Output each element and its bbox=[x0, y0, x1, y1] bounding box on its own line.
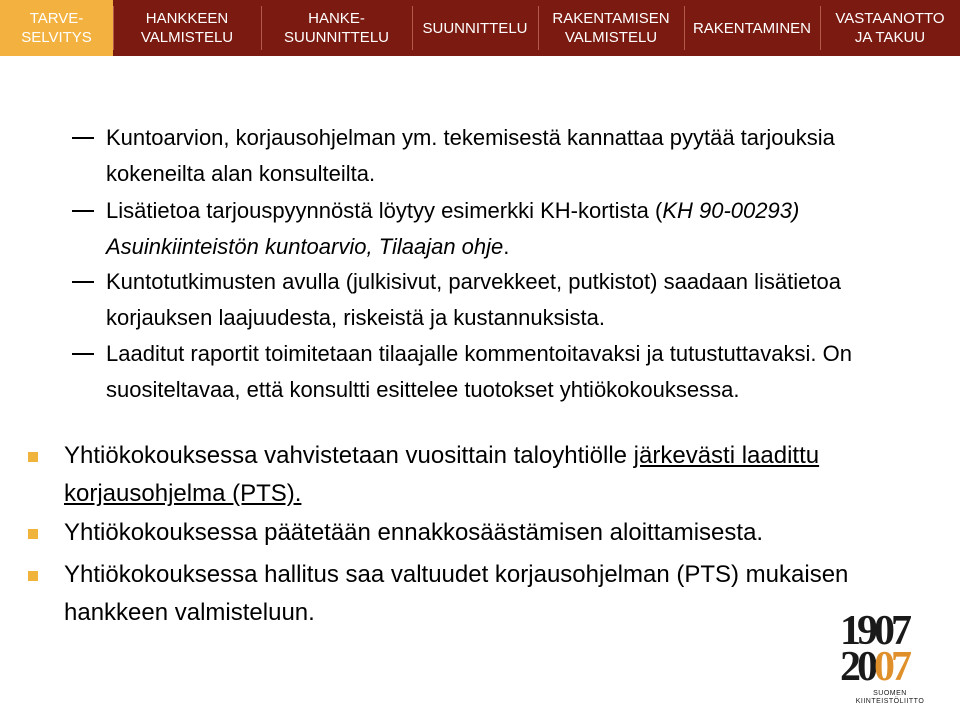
logo-year-1907: 1907 bbox=[840, 608, 908, 654]
logo-year-part: 07 bbox=[874, 644, 908, 690]
dash-bullet-icon bbox=[72, 353, 94, 355]
tab-tarveselvitys[interactable] bbox=[0, 0, 113, 56]
tab-vastaanotto-ja-takuu[interactable] bbox=[820, 0, 960, 56]
tab-label: VASTAANOTTO JA TAKUU bbox=[835, 10, 945, 46]
list-item-text bbox=[106, 193, 912, 265]
square-bullet-icon bbox=[28, 452, 38, 462]
tab-suunnittelu[interactable] bbox=[412, 0, 538, 56]
logo-caption: KIINTEISTÖLIITTO bbox=[855, 698, 925, 705]
list-item-text bbox=[64, 437, 920, 513]
dash-bullet-icon bbox=[72, 281, 94, 283]
list-item-text-part: Yhtiökokouksessa vahvistetaan vuosittain taloyhtiölle bbox=[64, 442, 634, 469]
list-item-text: Kuntotutkimusten avulla (julkisivut, parvekkeet, putkistot) saadaan lisätietoa korjauksen laajuudesta, riskeistä ja kustannuksista. bbox=[106, 269, 841, 330]
tab-label: HANKKEEN VALMISTELU bbox=[140, 10, 234, 46]
logo-caption: SUOMEN bbox=[873, 690, 907, 697]
tab-label: RAKENTAMINEN bbox=[692, 19, 812, 37]
slide-content bbox=[0, 56, 960, 720]
tab-rakentamisen-valmistelu[interactable] bbox=[538, 0, 684, 56]
list-item-text-part: . bbox=[503, 234, 510, 259]
logo-year-2007 bbox=[840, 646, 930, 688]
dash-bullet-icon bbox=[72, 137, 94, 139]
tab-hankesuunnittelu[interactable] bbox=[261, 0, 412, 56]
list-item-text: Yhtiökokouksessa hallitus saa valtuudet korjausohjelman (PTS) mukaisen hankkeen valmisteluun. bbox=[64, 561, 849, 626]
tab-label: RAKENTAMISEN VALMISTELU bbox=[552, 10, 670, 46]
tab-label: SUUNNITTELU bbox=[422, 19, 528, 37]
underlined-phrase: järkevästi laadittu korjausohjelma (PTS). bbox=[64, 442, 820, 507]
list-item-text: Yhtiökokouksessa päätetään ennakkosäästämisen aloittamisesta. bbox=[64, 519, 764, 546]
square-bullet-icon bbox=[28, 529, 38, 539]
kh-card-reference: KH 90-00293) Asuinkiinteistön kuntoarvio, Tilaajan ohje bbox=[106, 198, 800, 259]
tab-rakentaminen[interactable] bbox=[684, 0, 820, 56]
kiinteistoliitto-logo bbox=[840, 610, 930, 710]
dash-bullet-icon bbox=[72, 210, 94, 212]
list-item-text: Kuntoarvion, korjausohjelman ym. tekemisestä kannattaa pyytää tarjouksia kokeneilta alan konsulteilta. bbox=[106, 125, 835, 186]
list-item-text: Laaditut raportit toimitetaan tilaajalle kommentoitavaksi ja tutustuttavaksi. On suositeltavaa, että konsultti esittelee tuotokset yhtiökokouksessa. bbox=[106, 341, 852, 402]
tab-hankkeen-valmistelu[interactable] bbox=[113, 0, 261, 56]
tab-label: TARVE- SELVITYS bbox=[21, 10, 92, 46]
tab-label: HANKE- SUUNNITTELU bbox=[283, 10, 389, 46]
list-item-text-part: Lisätietoa tarjouspyynnöstä löytyy esimerkki KH-kortista ( bbox=[106, 198, 663, 223]
phase-navigation bbox=[0, 0, 960, 56]
logo-year-part: 20 bbox=[840, 644, 874, 690]
square-bullet-icon bbox=[28, 571, 38, 581]
